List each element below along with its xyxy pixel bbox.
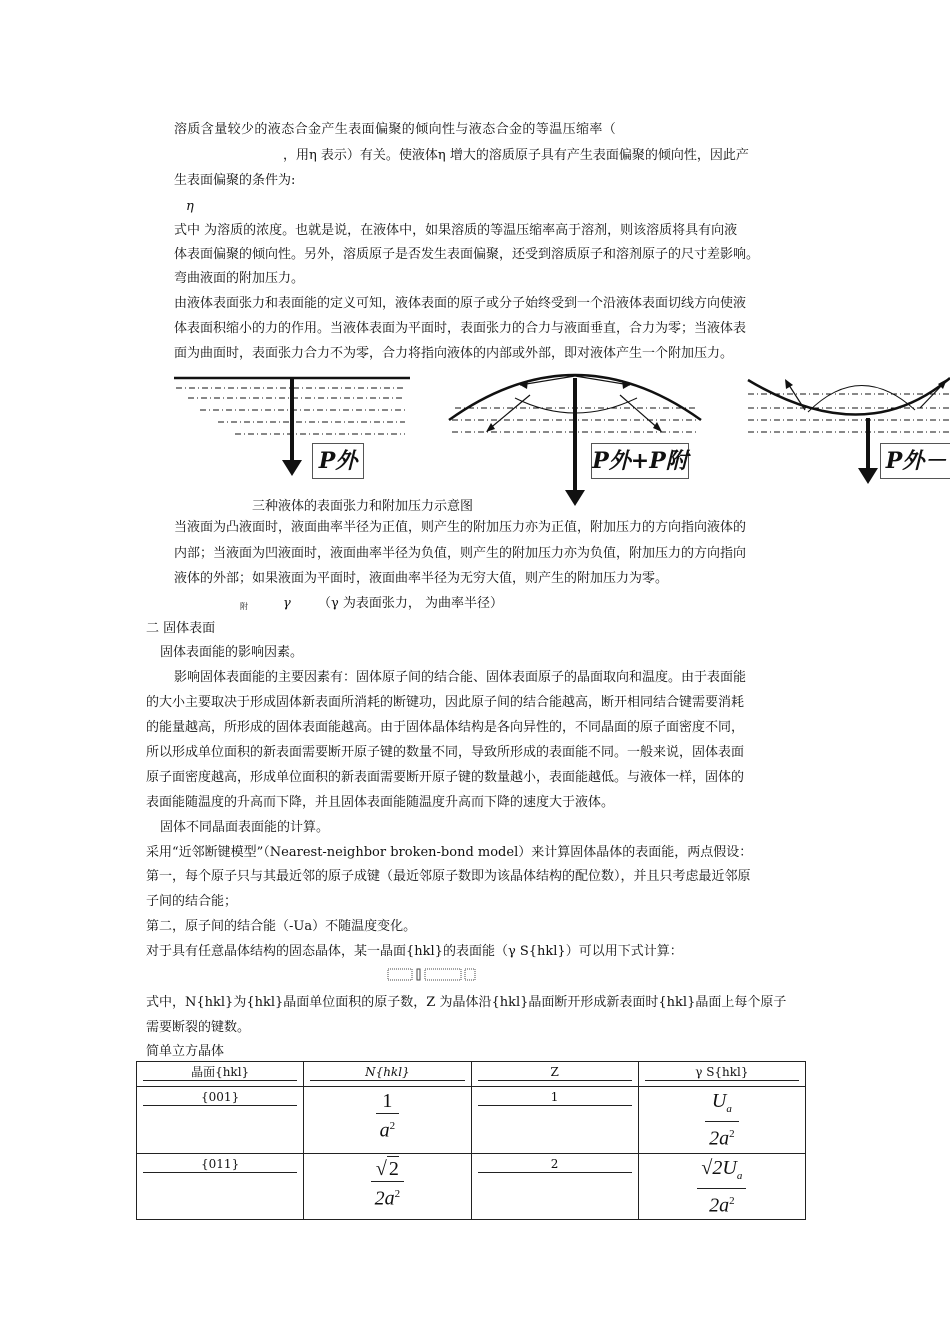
surface-energy-table <box>136 1061 806 1220</box>
label-p-outer-minus: P外－ <box>880 443 950 479</box>
flat-surface-diagram <box>0 0 950 520</box>
row2-gamma-sub: a <box>736 1169 743 1182</box>
row2-z: 2 <box>478 1156 632 1173</box>
row2-n-fraction: $\frac{√ 2}{2a^2}$ <box>371 1156 405 1211</box>
row1-z: 1 <box>478 1089 632 1106</box>
row1-gamma-fraction <box>705 1089 739 1151</box>
para4-line1: 当液面为凸液面时，液面曲率半径为正值，则产生的附加压力亦为正值，附加压力的方向指向液体的 <box>174 520 747 535</box>
assumption1-line1: 第一，每个原子只与其最近邻的原子成键（最近邻原子数即为该晶体结构的配位数），并且只考虑最近邻原 <box>146 869 751 884</box>
row1-plane: {001} <box>143 1089 297 1106</box>
para4-line3: 液体的外部；如果液面为平面时，液面曲率半径为无穷大值，则产生的附加压力为零。 <box>174 571 669 586</box>
row1-gamma-den: 2a <box>709 1127 730 1150</box>
table-row <box>137 1087 806 1154</box>
label-p-outer: P外 <box>312 443 364 479</box>
para4-line2: 内部；当液面为凹液面时，液面曲率半径为负值，则产生的附加压力亦为负值，附加压力的方向指向 <box>174 546 747 561</box>
section2-p1-line1: 影响固体表面能的主要因素有：固体原子间的结合能、固体表面原子的晶面取向和温度。由于表面能 <box>174 670 747 685</box>
row1-gamma-exp: 2 <box>729 1128 735 1140</box>
formula-gamma: γ <box>283 596 291 611</box>
section2-p1-line5: 原子面密度越高，形成单位面积的新表面需要断开原子键的数量越小，表面能越低。与液体一样，固体的 <box>146 770 745 785</box>
row1-gamma-num: U <box>711 1090 727 1112</box>
row2-n-exp: 2 <box>394 1187 401 1200</box>
row2-plane: {011} <box>143 1156 297 1173</box>
header-plane: 晶面{hkl} <box>143 1064 297 1081</box>
para1-line2: ，用η 表示）有关。使液体η 增大的溶质原子具有产生表面偏聚的倾向性，因此产 <box>283 148 749 163</box>
para1-line1: 溶质含量较少的液态合金产生表面偏聚的倾向性与液态合金的等温压缩率（ <box>174 122 617 137</box>
section2-p1-line2: 的大小主要取决于形成固体新表面所消耗的断键功，因此原子间的结合能越高，断开相同结合键需要消耗 <box>146 695 745 710</box>
section2-p1-line3: 的能量越高，所形成的固体表面能越高。由于固体晶体结构是各向异性的，不同晶面的原子面密度不同， <box>146 720 745 735</box>
formula-placeholder <box>388 968 488 982</box>
section2-sub1: 固体表面能的影响因素。 <box>160 645 304 660</box>
formula-subscript: 附 <box>240 602 248 611</box>
row2-gamma-num: 2U <box>712 1156 737 1179</box>
section2-sub2: 固体不同晶面表面能的计算。 <box>160 820 330 835</box>
para1-line3: 生表面偏聚的条件为: <box>174 173 296 188</box>
assumption1-line2: 子间的结合能； <box>146 894 238 909</box>
label-p-outer-plus-additional: P外+P附 <box>591 443 689 479</box>
para3-line3: 面为曲面时，表面张力合力不为零，合力将指向液体的内部或外部，即对液体产生一个附加压力。 <box>174 346 734 361</box>
row1-n-num: 1 <box>382 1090 393 1112</box>
figure-caption: 三种液体的表面张力和附加压力示意图 <box>252 499 474 514</box>
para2-line2: 体表面偏聚的倾向性。另外，溶质原子是否发生表面偏聚，还受到溶质原子和溶剂原子的尺寸差影响。 <box>174 247 760 262</box>
row1-n-exp: 2 <box>389 1120 396 1132</box>
formula-note: （γ 为表面张力， 为曲率半径） <box>318 596 504 611</box>
table-row <box>137 1153 806 1220</box>
row2-gamma-den: 2a <box>709 1194 730 1217</box>
table-header-row <box>137 1062 806 1087</box>
para2-line1: 式中 为溶质的浓度。也就是说，在液体中，如果溶质的等温压缩率高于溶剂，则该溶质将具有向液 <box>174 223 738 238</box>
para3-line2: 体表面积缩小的力的作用。当液体表面为平面时，表面张力的合力与液面垂直，合力为零；当液体表 <box>174 321 747 336</box>
where-line2: 需要断裂的键数。 <box>146 1020 251 1035</box>
row2-gamma-fraction: $\frac{√2U_a}{2a^2}$ <box>697 1156 746 1218</box>
header-n: N{hkl} <box>310 1064 464 1081</box>
row1-gamma-sub: a <box>726 1103 732 1115</box>
header-gamma: γ S{hkl} <box>645 1064 799 1081</box>
para3-line1: 由液体表面张力和表面能的定义可知，液体表面的原子或分子始终受到一个沿液体表面切线方向使液 <box>174 296 747 311</box>
eta-symbol: η <box>186 199 194 214</box>
calc-line: 对于具有任意晶体结构的固态晶体，某一晶面{hkl}的表面能（γ S{hkl}）可以用下式计算： <box>146 944 683 959</box>
model-line: 采用“近邻断键模型”（Nearest-neighbor broken-bond model）来计算固体晶体的表面能，两点假设： <box>146 845 753 860</box>
section2-p1-line4: 所以形成单位面积的新表面需要断开原子键的数量不同，导致所形成的表面能不同。一般来说，固体表面 <box>146 745 745 760</box>
where-line1: 式中，N{hkl}为{hkl}晶面单位面积的原子数，Z 为晶体沿{hkl}晶面断开形成新表面时{hkl}晶面上每个原子 <box>146 995 787 1010</box>
cubic-title: 简单立方晶体 <box>146 1044 225 1059</box>
row1-n-fraction <box>376 1089 400 1143</box>
row2-n-den: 2a <box>374 1187 395 1210</box>
row1-n-den: a <box>379 1119 390 1142</box>
row2-gamma-exp: 2 <box>729 1194 735 1207</box>
row2-n-num: 2 <box>388 1157 399 1180</box>
header-z: Z <box>478 1064 632 1081</box>
section2-p1-line6: 表面能随温度的升高而下降，并且固体表面能随温度升高而下降的速度大于液体。 <box>146 795 615 810</box>
section2-heading: 二 固体表面 <box>146 621 216 636</box>
para2-line3: 弯曲液面的附加压力。 <box>174 271 305 286</box>
assumption2: 第二，原子间的结合能（-Ua）不随温度变化。 <box>146 919 417 934</box>
